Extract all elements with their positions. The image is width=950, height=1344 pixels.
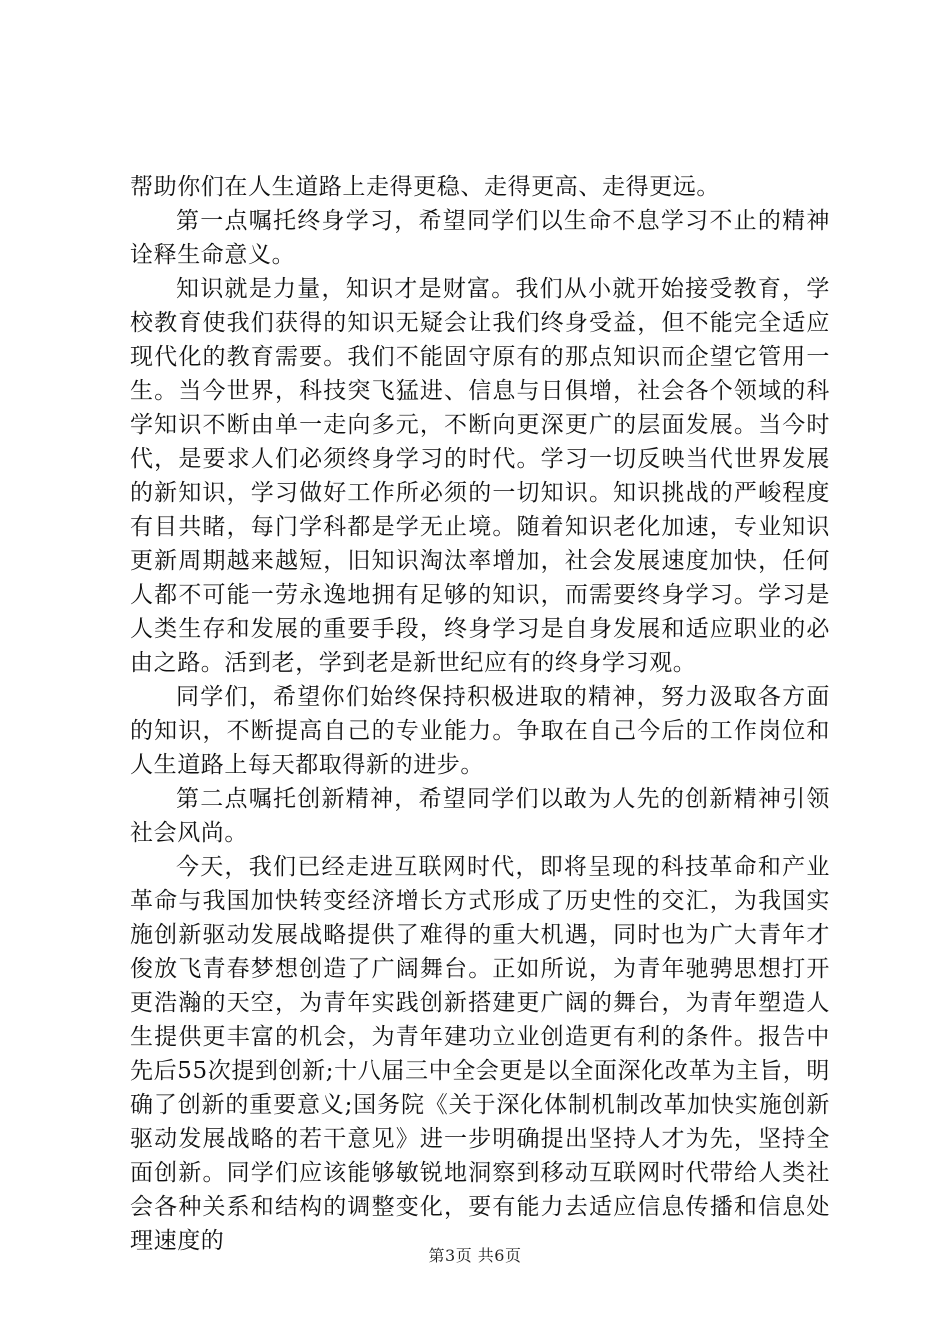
paragraph-1: 帮助你们在人生道路上走得更稳、走得更高、走得更远。 [130, 174, 720, 200]
page-footer: 第3页 共6页 [428, 1246, 522, 1265]
paragraph-2: 第一点嘱托终身学习，希望同学们以生命不息学习不止的精神诠释生命意义。 [130, 208, 830, 268]
paragraph-6: 今天，我们已经走进互联网时代，即将呈现的科技革命和产业革命与我国加快转变经济增长方式形成了历史性的交汇，为我国实施创新驱动发展战略提供了难得的重大机遇，同时也为广大青年才俊放飞青春梦想创造了广阔舞台。正如所说，为青年驰骋思想打开更浩瀚的天空，为青年实践创新搭建更广阔的舞台，为青年塑造人生提供更丰富的机会，为青年建功立业创造更有利的条件。报告中先后55次提到创新;十八届三中全会更是以全面深化改革为主旨，明确了创新的重要意义;国务院《关于深化体制机制改革加快实施创新驱动发展战略的若干意见》进一步明确提出坚持人才为先，坚持全面创新。同学们应该能够敏锐地洞察到移动互联网时代带给人类社会各种关系和结构的调整变化，要有能力去适应信息传播和信息处理速度的 [130, 854, 830, 1254]
document-body [130, 170, 830, 1258]
paragraph-4: 同学们，希望你们始终保持积极进取的精神，努力汲取各方面的知识，不断提高自己的专业能力。争取在自己今后的工作岗位和人生道路上每天都取得新的进步。 [130, 684, 830, 778]
paragraph-5: 第二点嘱托创新精神，希望同学们以敢为人先的创新精神引领社会风尚。 [130, 786, 830, 846]
paragraph-3: 知识就是力量，知识才是财富。我们从小就开始接受教育，学校教育使我们获得的知识无疑会让我们终身受益，但不能完全适应现代化的教育需要。我们不能固守原有的那点知识而企望它管用一生。当今世界，科技突飞猛进、信息与日俱增，社会各个领域的科学知识不断由单一走向多元，不断向更深更广的层面发展。当今时代，是要求人们必须终身学习的时代。学习一切反映当代世界发展的新知识，学习做好工作所必须的一切知识。知识挑战的严峻程度有目共睹，每门学科都是学无止境。随着知识老化加速，专业知识更新周期越来越短，旧知识淘汰率增加，社会发展速度加快，任何人都不可能一劳永逸地拥有足够的知识，而需要终身学习。学习是人类生存和发展的重要手段，终身学习是自身发展和适应职业的必由之路。活到老，学到老是新世纪应有的终身学习观。 [130, 276, 830, 676]
